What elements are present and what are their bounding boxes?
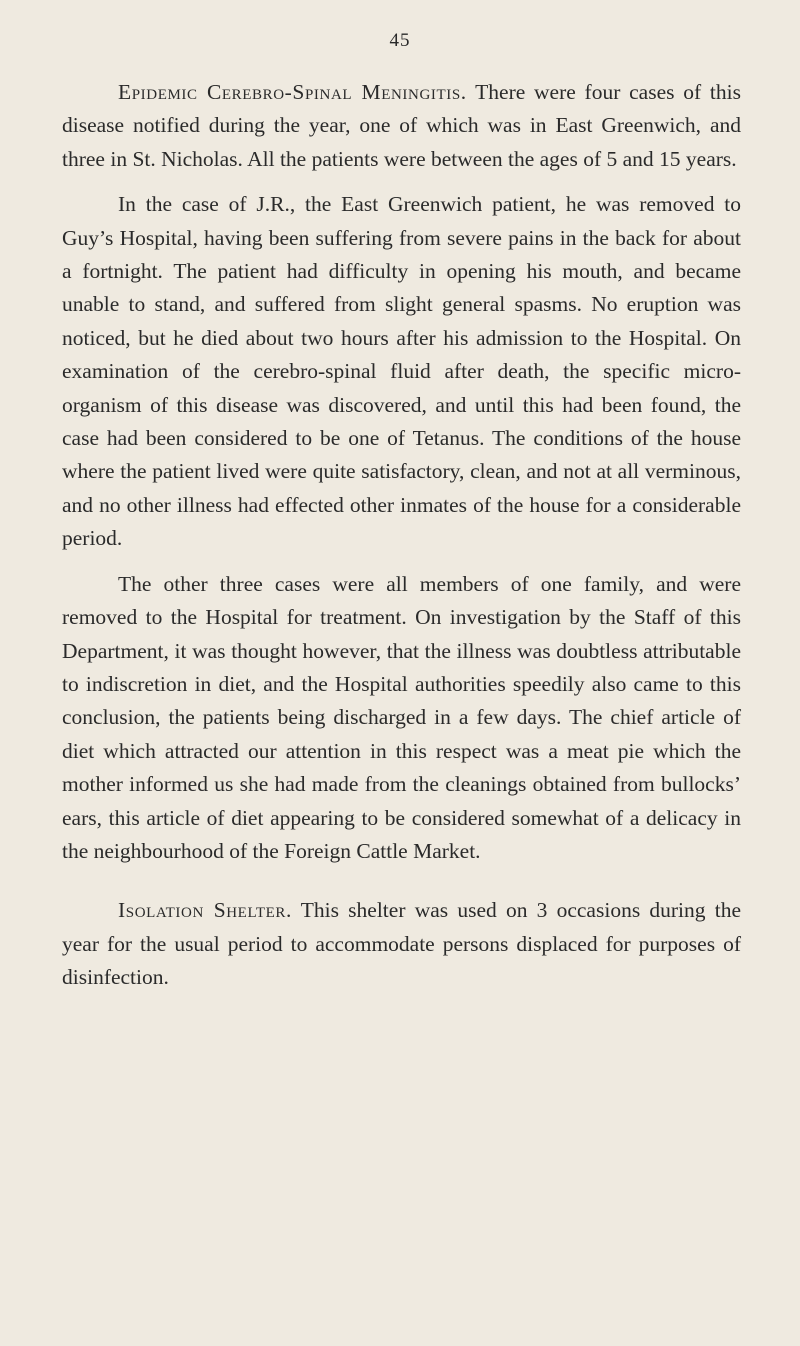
paragraph-isolation-shelter bbox=[62, 894, 741, 994]
paragraph-text: In the case of J.R., the East Greenwich patient, he was removed to Guy’s Hospital, having been suffering from severe pains in the back for about a fortnight. The patient had difficulty in opening his mouth, and became unable to stand, and suffered from slight general spasms. No eruption was noticed, but he died about two hours after his admission to the Hospital. On examination of the cerebro-spinal fluid after death, the specific micro-organism of this disease was discovered, and until this had been found, the case had been considered to be one of Tetanus. The conditions of the house where the patient lived were quite satisfactory, clean, and not at all verminous, and no other illness had effected other inmates of the house for a considerable period. bbox=[62, 192, 741, 551]
paragraph-meningitis bbox=[62, 76, 741, 176]
paragraph-jr-case bbox=[62, 188, 741, 555]
section-heading-isolation-shelter: Isolation Shelter. bbox=[118, 898, 292, 923]
paragraph-family-cases bbox=[62, 568, 741, 869]
page-number: 45 bbox=[389, 30, 411, 51]
section-heading-meningitis: Epidemic Cerebro-Spinal Meningitis. bbox=[118, 80, 467, 104]
body-text bbox=[62, 76, 741, 1007]
paragraph-text: There were four cases of this disease notified during the year, one of which was in East Greenwich, and three in St. Nicholas. All the patients were between the ages of 5 and 15 years. bbox=[62, 80, 741, 171]
paragraph-text: This shelter was used on 3 occasions during the year for the usual period to accommodate persons displaced for purposes of disinfection. bbox=[62, 898, 741, 990]
paragraph-text: The other three cases were all members of one family, and were removed to the Hospital for treatment. On investigation by the Staff of this Department, it was thought however, that the illness was doubtless attributable to indiscretion in diet, and the Hospital authorities speedily also came to this conclusion, the patients being discharged in a few days. The chief article of diet which attracted our attention in this respect was a meat pie which the mother informed us she had made from the cleanings obtained from bullocks’ ears, this article of diet appearing to be considered somewhat of a delicacy in the neighbourhood of the Foreign Cattle Market. bbox=[62, 571, 741, 863]
